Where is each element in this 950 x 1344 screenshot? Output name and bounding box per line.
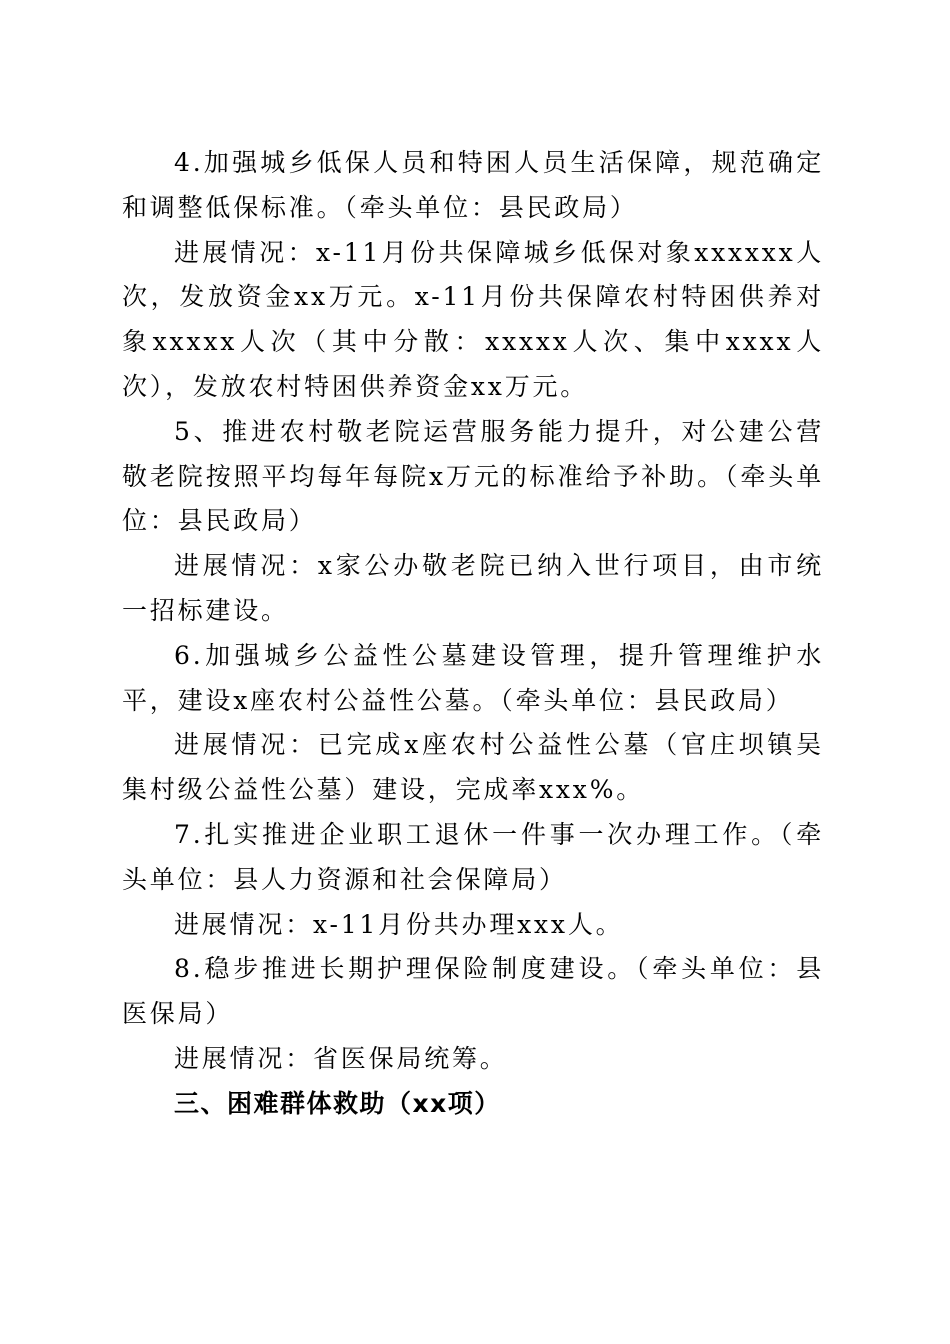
item-8-progress-paragraph: 进展情况：省医保局统筹。 <box>174 1043 508 1073</box>
section-heading: 三、困难群体救助（xx项） <box>174 1088 501 1118</box>
item-7-paragraph: 7.扎实推进企业职工退休一件事一次办理工作。（牵头单位：县人力资源和社会保障局） <box>122 819 824 894</box>
item-4-paragraph: 4.加强城乡低保人员和特困人员生活保障，规范确定和调整低保标准。（牵头单位：县民政局） <box>122 148 824 222</box>
item-6-paragraph: 6.加强城乡公益性公墓建设管理，提升管理维护水平，建设x座农村公益性公墓。（牵头单位：县民政局） <box>122 640 824 715</box>
item-5-progress-paragraph: 进展情况：x家公办敬老院已纳入世行项目，由市统一招标建设。 <box>122 551 824 625</box>
document-body <box>122 141 824 1127</box>
item-7-progress-paragraph: 进展情况：x-11月份共办理xxx人。 <box>174 909 624 939</box>
item-5-paragraph: 5、推进农村敬老院运营服务能力提升，对公建公营敬老院按照平均每年每院x万元的标准给予补助。（牵头单位：县民政局） <box>122 416 824 536</box>
item-8-paragraph: 8.稳步推进长期护理保险制度建设。（牵头单位：县医保局） <box>122 954 824 1029</box>
item-4-progress-paragraph: 进展情况：x-11月份共保障城乡低保对象xxxxxx人次，发放资金xx万元。x-11月份共保障农村特困供养对象xxxxx人次（其中分散：xxxxx人次、集中xxxx人次），发放农村特困供养资金xx万元。 <box>122 237 824 401</box>
item-6-progress-paragraph: 进展情况：已完成x座农村公益性公墓（官庄坝镇吴集村级公益性公墓）建设，完成率xxx%。 <box>122 730 824 805</box>
